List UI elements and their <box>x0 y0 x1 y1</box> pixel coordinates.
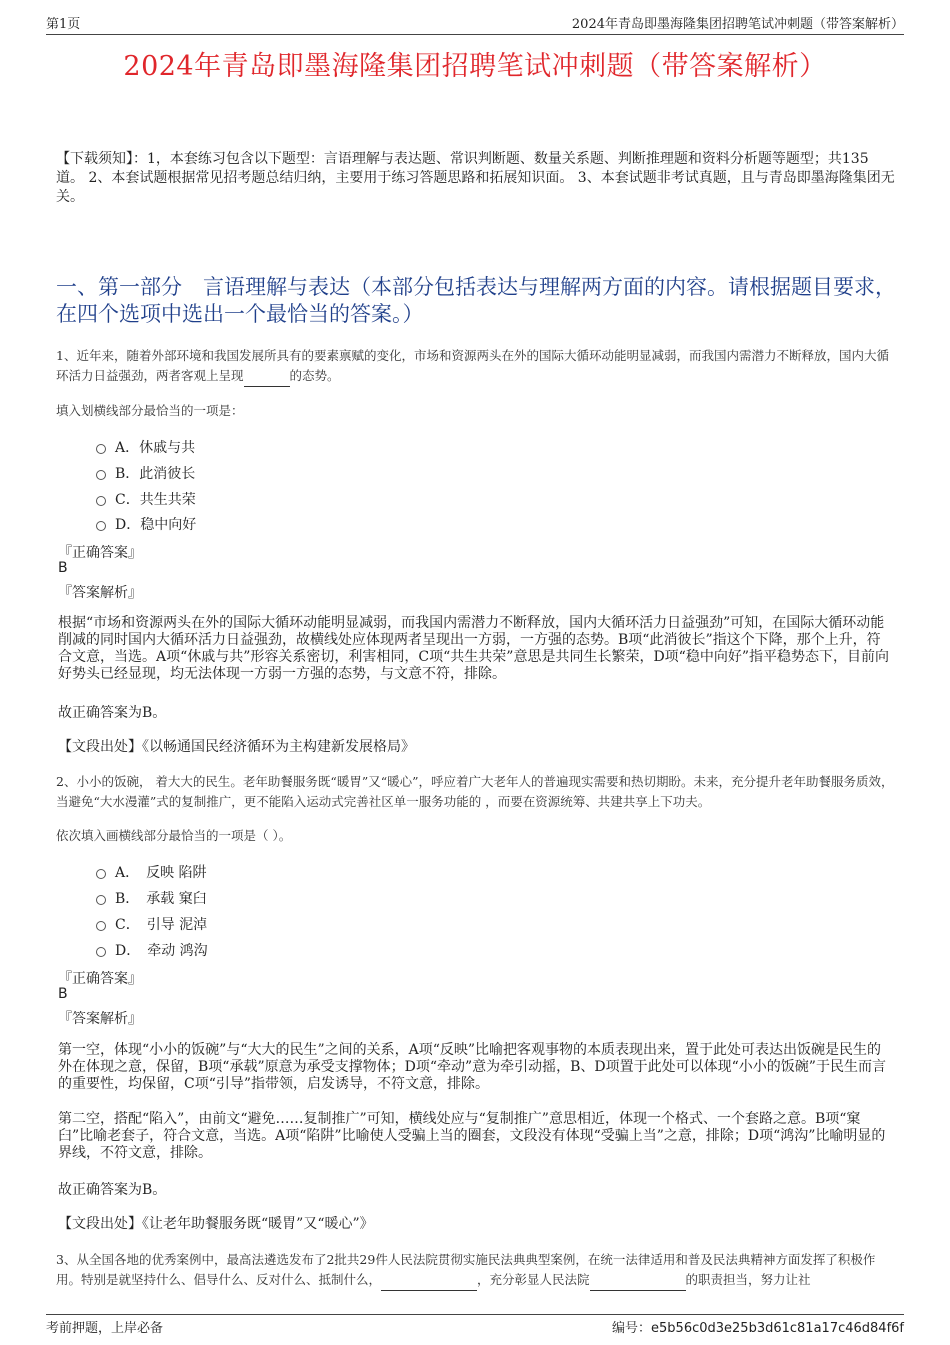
question-1-answer: B <box>58 560 68 576</box>
question-1-text: 1、近年来，随着外部环境和我国发展所具有的要素禀赋的变化，市场和资源两头在外的国际大循环动能明显减弱，而我国内需潜力不断释放，国内大循环活力日益强劲，两者客观上呈现 的态势。 <box>56 346 898 387</box>
radio-icon[interactable] <box>96 470 106 480</box>
radio-icon[interactable] <box>96 895 106 905</box>
question-3-text: 3、从全国各地的优秀案例中，最高法遴选发布了2批共29件人民法院贯彻实施民法典典型案例，在统一法律适用和普及民法典精神方面发挥了积极作用。特别是就坚持什么、倡导什么、反对什么、抵制什么， ，充分彰显人民法院 的职责担当，努力让社 <box>56 1250 898 1291</box>
question-2-answer-label: 『正确答案』 <box>58 971 142 987</box>
radio-icon[interactable] <box>96 869 106 879</box>
radio-icon[interactable] <box>96 521 106 531</box>
question-1-option-a[interactable]: A．休戚与共 <box>96 437 195 457</box>
question-1-option-d[interactable]: D．稳中向好 <box>96 514 196 534</box>
question-2-analysis-1: 第一空，体现“小小的饭碗”与“大大的民生”之间的关系，A项“反映”比喻把客观事物的本质表现出来，置于此处可表达出饭碗是民生的外在体现之意，保留，B项“承载”原意为承受支撑物体；D项“牵动”意为牵引动摇，B、D项置于此处可以体现“小小的饭碗”于民生而言的重要性，均保留，C项“引导”指带领，启发诱导，不符文意，排除。 <box>58 1042 886 1092</box>
radio-icon[interactable] <box>96 947 106 957</box>
question-1-option-c[interactable]: C．共生共荣 <box>96 489 196 509</box>
page-title: 2024年青岛即墨海隆集团招聘笔试冲刺题（带答案解析） <box>123 51 827 82</box>
question-2-text: 2、小小的饭碗， 着大大的民生。老年助餐服务既“暖胃”又“暖心”，呼应着广大老年人的普遍现实需要和热切期盼。未来，充分提升老年助餐服务质效，当避免“大水漫灌”式的复制推广，更不能陷入运动式完善社区单一服务功能的 ，而要在资源统筹、共建共享上下功夫。 <box>56 774 894 809</box>
section-heading: 一、第一部分 言语理解与表达（本部分包括表达与理解两方面的内容。请根据题目要求，在四个选项中选出一个最恰当的答案。） <box>56 275 896 326</box>
question-2-analysis-label: 『答案解析』 <box>58 1011 142 1027</box>
question-2-option-c[interactable]: C． 引导 泥淖 <box>96 914 207 934</box>
question-2-option-b[interactable]: B． 承载 窠臼 <box>96 888 207 908</box>
question-2-option-d[interactable]: D． 牵动 鸿沟 <box>96 940 208 960</box>
blank-line <box>381 1270 477 1291</box>
radio-icon[interactable] <box>96 921 106 931</box>
footer-doc-id: 编号：e5b56c0d3e25b3d61c81a17c46d84f6f <box>612 1321 904 1336</box>
question-1-instruction: 填入划横线部分最恰当的一项是： <box>56 403 244 418</box>
question-1-conclusion: 故正确答案为B。 <box>58 705 167 721</box>
footer-slogan: 考前押题，上岸必备 <box>46 1321 164 1336</box>
page-footer <box>46 1314 904 1335</box>
question-2-option-a[interactable]: A． 反映 陷阱 <box>96 862 207 882</box>
blank-line <box>590 1270 686 1291</box>
question-1-answer-label: 『正确答案』 <box>58 545 142 561</box>
question-1-analysis-label: 『答案解析』 <box>58 585 142 601</box>
header-doc-title: 2024年青岛即墨海隆集团招聘笔试冲刺题（带答案解析） <box>571 17 904 32</box>
question-1-option-b[interactable]: B．此消彼长 <box>96 463 195 483</box>
question-2-instruction: 依次填入画横线部分最恰当的一项是（ ）。 <box>56 828 292 843</box>
question-2-conclusion: 故正确答案为B。 <box>58 1182 167 1198</box>
radio-icon[interactable] <box>96 444 106 454</box>
question-2-answer: B <box>58 986 68 1002</box>
question-1-analysis: 根据“市场和资源两头在外的国际大循环动能明显减弱，而我国内需潜力不断释放，国内大循环活力日益强劲”可知，在国际大循环动能削减的同时国内大循环活力日益强劲，故横线处应体现两者呈现出一方弱，一方强的态势。B项“此消彼长”指这个下降，那个上升，符合文意，当选。A项“休戚与共”形容关系密切，利害相同，C项“共生共荣”意思是共同生长繁荣，D项“稳中向好”指平稳势态下，目前向好势头已经显现，均无法体现一方弱一方强的态势，与文意不符，排除。 <box>58 615 889 682</box>
radio-icon[interactable] <box>96 496 106 506</box>
question-1-source: 【文段出处】《以畅通国民经济循环为主构建新发展格局》 <box>58 739 415 755</box>
question-2-analysis-2: 第二空，搭配“陷入”，由前文“避免……复制推广”可知，横线处应与“复制推广”意思相近，体现一个格式、一个套路之意。B项“窠臼”比喻老套子，符合文意，当选。A项“陷阱”比喻使人受骗上当的圈套，文段没有体现“受骗上当”之意，排除；D项“鸿沟”比喻明显的界线，不符文意，排除。 <box>58 1111 886 1161</box>
blank-line <box>244 366 290 387</box>
download-notice: 【下载须知】：1，本套练习包含以下题型：言语理解与表达题、常识判断题、数量关系题、判断推理题和资料分析题等题型；共135道。 2、本套试题根据常见招考题总结归纳，主要用于练习答题思路和拓展知识面。 3、本套试题非考试真题，且与青岛即墨海隆集团无关。 <box>56 151 895 205</box>
question-2-source: 【文段出处】《让老年助餐服务既“暖胃”又“暖心”》 <box>58 1216 374 1232</box>
header-page-number: 第1页 <box>46 17 81 32</box>
page-header <box>46 14 904 35</box>
